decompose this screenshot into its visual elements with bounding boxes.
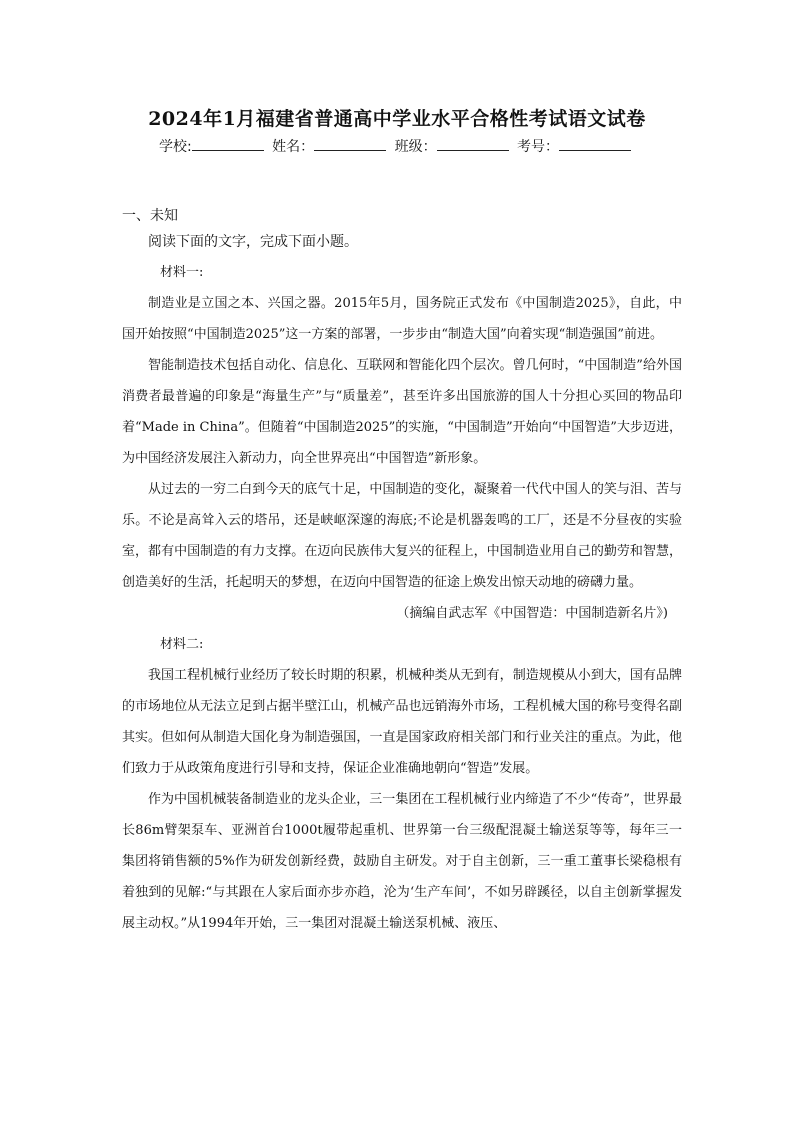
class-blank[interactable] <box>437 136 509 151</box>
instruction: 阅读下面的文字，完成下面小题。 <box>148 234 358 250</box>
exam-title: 2024年1月福建省普通高中学业水平合格性考试语文试卷 <box>148 108 646 130</box>
id-label: 考号： <box>517 139 560 155</box>
school-label: 学校: <box>158 139 192 155</box>
class-label: 班级： <box>394 139 437 155</box>
material-2-label: 材料二: <box>160 637 204 652</box>
name-label: 姓名： <box>272 139 315 155</box>
id-blank[interactable] <box>559 136 631 151</box>
material-1-paragraph: 从过去的一穷二白到今天的底气十足，中国制造的变化，凝聚着一代代中国人的笑与泪、苦与乐。不论是高耸入云的塔吊，还是峡岖深邃的海底;不论是机器轰鸣的工厂，还是不分昼夜的实验室，都有中国制造的有力支撑。在迈向民族伟大复兴的征程上，中国制造业用自己的勤劳和智慧，创造美好的生活，托起明天的梦想，在迈向中国智造的征途上焕发出惊天动地的磅礴力量。 <box>122 482 682 590</box>
school-blank[interactable] <box>192 136 264 151</box>
name-blank[interactable] <box>314 136 386 151</box>
reading-text <box>122 257 682 939</box>
material-1-label: 材料一: <box>160 265 204 280</box>
material-2-paragraph: 作为中国机械装备制造业的龙头企业，三一集团在工程机械行业内缔造了不少“传奇”，世界最长86m臂架泵车、亚洲首台1000t履带起重机、世界第一台三级配混凝土输送泵等等，每年三一集团将销售额的5%作为研发创新经费，鼓励自主研发。对于自主创新，三一重工董事长梁稳根有着独到的见解:“与其跟在人家后面亦步亦趋，沦为‘生产车间’，不如另辟蹊径，以自主创新掌握发展主动权。”从1994年开始，三一集团对混凝土输送泵机械、液压、 <box>122 792 682 931</box>
material-2-paragraph: 我国工程机械行业经历了较长时期的积累，机械种类从无到有，制造规模从小到大，国有品牌的市场地位从无法立足到占据半壁江山，机械产品也远销海外市场，工程机械大国的称号变得名副其实。但如何从制造大国化身为制造强国，一直是国家政府相关部门和行业关注的重点。为此，他们致力于从政策角度进行引导和支持，保证企业准确地朝向“智造”发展。 <box>122 668 682 776</box>
material-1-paragraph: 制造业是立国之本、兴国之器。2015年5月，国务院正式发布《中国制造2025》，自此，中国开始按照“中国制造2025”这一方案的部署，一步步由“制造大国”向着实现“制造强国”前进。 <box>122 296 682 342</box>
section-heading: 一、未知 <box>122 208 178 224</box>
material-1-source: （摘编自武志军《中国智造：中国制造新名片》) <box>396 606 668 621</box>
student-info-line <box>0 136 794 156</box>
material-1-paragraph: 智能制造技术包括自动化、信息化、互联网和智能化四个层次。曾几何时，“中国制造”给外国消费者最普遍的印象是“海量生产”与“质量差”，甚至许多出国旅游的国人十分担心买回的物品印着“Made in China”。但随着“中国制造2025”的实施，“中国制造”开始向“中国智造”大步迈进，为中国经济发展注入新动力，向全世界亮出“中国智造”新形象。 <box>122 358 682 466</box>
